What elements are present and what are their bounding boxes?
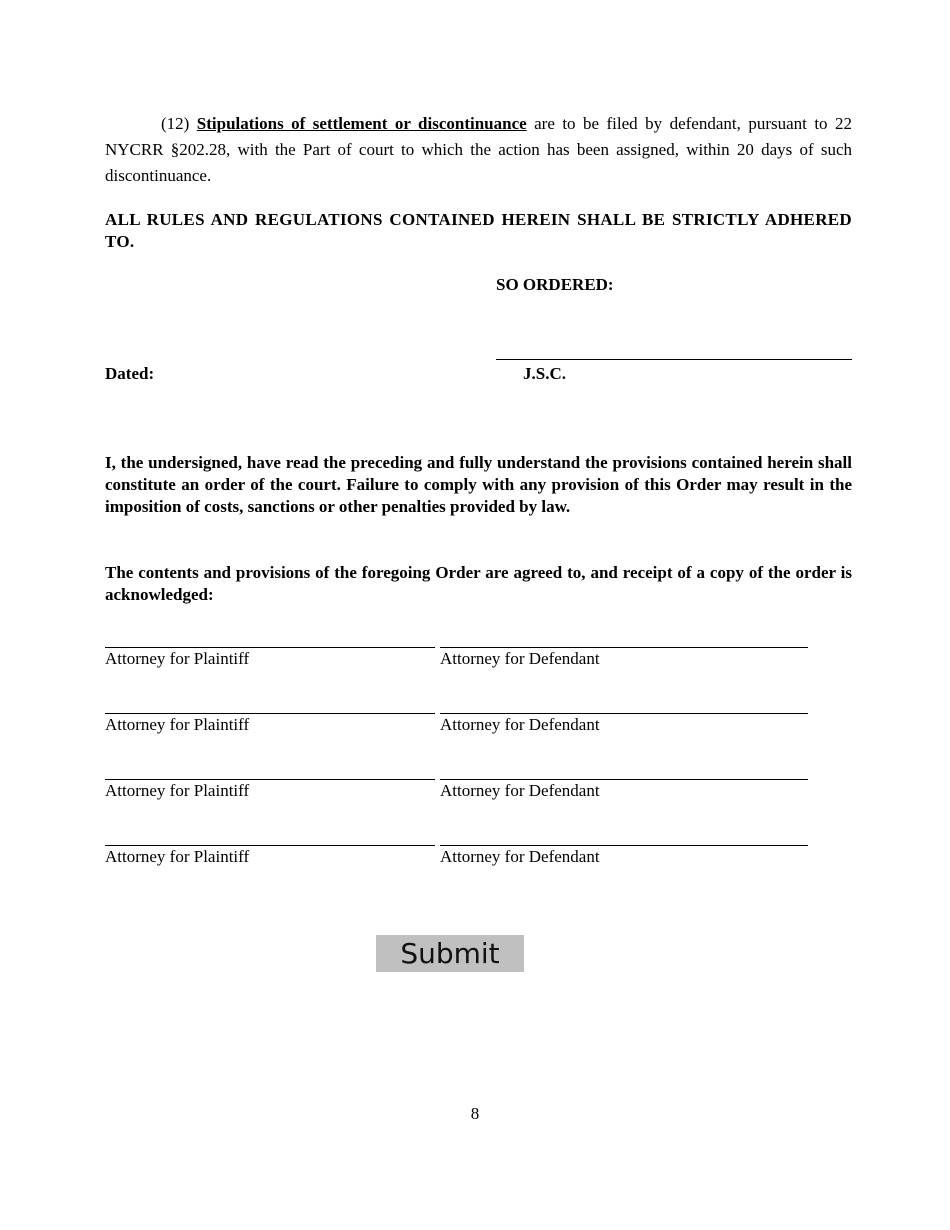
dated-label: Dated:	[105, 364, 155, 383]
undersigned-statement: I, the undersigned, have read the preceding and fully understand the provisions contained herein shall constitute an order of the court. Failure to comply with any provision of this Order may result in the imposition of costs, sanctions or other penalties provided by law.	[105, 453, 852, 516]
plaintiff-signature-line[interactable]	[105, 713, 435, 714]
defendant-attorney-label: Attorney for Defendant	[440, 715, 600, 734]
defendant-attorney-label: Attorney for Defendant	[440, 847, 600, 866]
paragraph-12-text: are to be filed by defendant, pursuant to 22 NYCRR §202.28, with the Part of court to which the action has been assigned, within 20 days of such discontinuance.	[105, 114, 853, 185]
defendant-signature-line[interactable]	[440, 713, 808, 714]
defendant-attorney-label: Attorney for Defendant	[440, 649, 600, 668]
judge-signature-line	[496, 359, 852, 360]
defendant-signature-line[interactable]	[440, 647, 808, 648]
submit-button[interactable]: Submit	[376, 935, 524, 972]
so-ordered-label: SO ORDERED:	[496, 275, 614, 294]
plaintiff-signature-line[interactable]	[105, 647, 435, 648]
plaintiff-attorney-label: Attorney for Plaintiff	[105, 847, 250, 866]
plaintiff-signature-line[interactable]	[105, 845, 435, 846]
defendant-signature-line[interactable]	[440, 779, 808, 780]
rules-notice: ALL RULES AND REGULATIONS CONTAINED HEREIN SHALL BE STRICTLY ADHERED TO.	[105, 210, 852, 251]
page-number: 8	[470, 1104, 480, 1123]
defendant-signature-line[interactable]	[440, 845, 808, 846]
plaintiff-attorney-label: Attorney for Plaintiff	[105, 715, 250, 734]
defendant-attorney-label: Attorney for Defendant	[440, 781, 600, 800]
paragraph-12	[105, 111, 852, 189]
plaintiff-attorney-label: Attorney for Plaintiff	[105, 781, 250, 800]
plaintiff-signature-line[interactable]	[105, 779, 435, 780]
agreement-statement: The contents and provisions of the foregoing Order are agreed to, and receipt of a copy of the order is acknowledged:	[105, 563, 852, 604]
jsc-label: J.S.C.	[523, 364, 566, 383]
plaintiff-attorney-label: Attorney for Plaintiff	[105, 649, 250, 668]
paragraph-number: (12)	[161, 114, 190, 133]
stipulations-heading: Stipulations of settlement or discontinuance	[196, 114, 527, 133]
